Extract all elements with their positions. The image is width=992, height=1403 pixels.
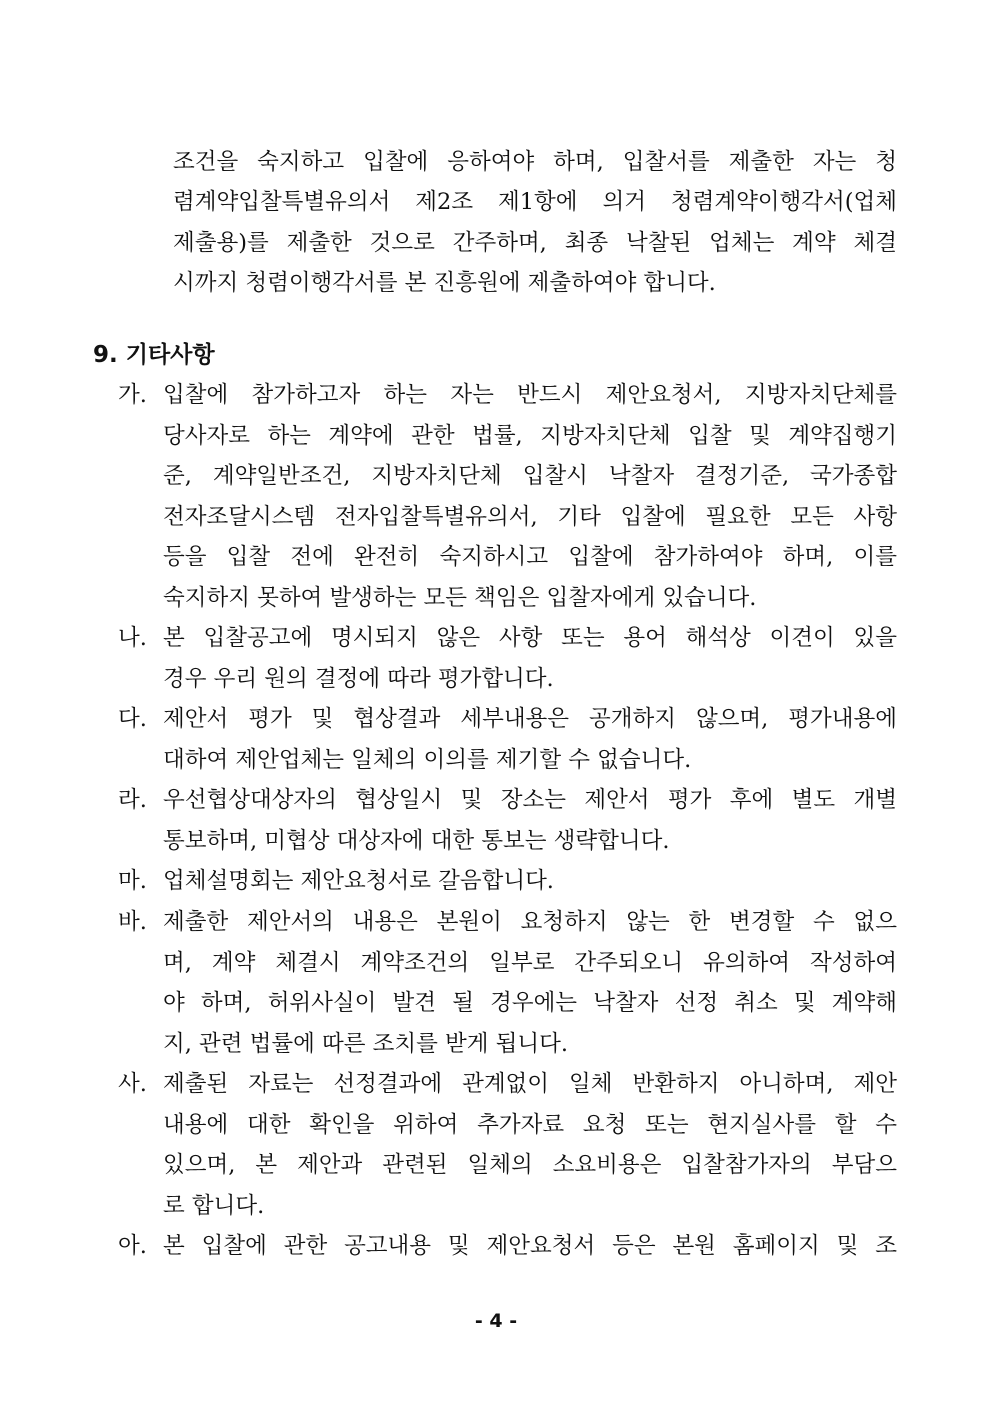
item-line: 지, 관련 법률에 따른 조치를 받게 됩니다. xyxy=(163,1030,568,1057)
item-line: 우선협상대상자의 협상일시 및 장소는 제안서 평가 후에 별도 개별 xyxy=(163,787,897,813)
list-marker: 아. xyxy=(118,1233,147,1259)
list-marker: 라. xyxy=(118,787,147,813)
item-line: 업체설명회는 제안요청서로 갈음합니다. xyxy=(163,868,554,894)
list-marker: 사. xyxy=(118,1071,147,1097)
list-item-ba xyxy=(118,907,897,1069)
section-heading: 9. 기타사항 xyxy=(93,342,215,368)
item-line: 야 하며, 허위사실이 발견 될 경우에는 낙찰자 선정 취소 및 계약해 xyxy=(163,990,897,1016)
item-line: 대하여 제안업체는 일체의 이의를 제기할 수 없습니다. xyxy=(163,746,692,773)
intro-line: 시까지 청렴이행각서를 본 진흥원에 제출하여야 합니다. xyxy=(173,270,716,296)
item-line: 제출된 자료는 선정결과에 관계없이 일체 반환하지 아니하며, 제안 xyxy=(163,1071,897,1097)
item-line: 제안서 평가 및 협상결과 세부내용은 공개하지 않으며, 평가내용에 xyxy=(163,706,897,732)
list-item-ma xyxy=(118,866,897,907)
item-line: 등을 입찰 전에 완전히 숙지하시고 입찰에 참가하여야 하며, 이를 xyxy=(163,544,897,570)
item-line: 숙지하지 못하여 발생하는 모든 책임은 입찰자에게 있습니다. xyxy=(163,584,757,611)
list-marker: 가. xyxy=(118,382,147,408)
item-line: 며, 계약 체결시 계약조건의 일부로 간주되오니 유의하여 작성하여 xyxy=(163,949,897,976)
item-line: 경우 우리 원의 결정에 따라 평가합니다. xyxy=(163,665,554,692)
item-line: 당사자로 하는 계약에 관한 법률, 지방자치단체 입찰 및 계약집행기 xyxy=(163,422,897,449)
list-item-na xyxy=(118,623,897,704)
item-line: 본 입찰에 관한 공고내용 및 제안요청서 등은 본원 홈페이지 및 조 xyxy=(163,1233,897,1259)
list-marker: 바. xyxy=(118,909,147,935)
list-item-sa xyxy=(118,1069,897,1231)
intro-line: 조건을 숙지하고 입찰에 응하여야 하며, 입찰서를 제출한 자는 청 xyxy=(173,149,897,175)
item-line: 본 입찰공고에 명시되지 않은 사항 또는 용어 해석상 이견이 있을 xyxy=(163,625,897,651)
list-item-a xyxy=(118,1231,897,1272)
item-line: 입찰에 참가하고자 하는 자는 반드시 제안요청서, 지방자치단체를 xyxy=(163,382,897,408)
item-line: 내용에 대한 확인을 위하여 추가자료 요청 또는 현지실사를 할 수 xyxy=(163,1111,897,1138)
item-line: 전자조달시스템 전자입찰특별유의서, 기타 입찰에 필요한 모든 사항 xyxy=(163,503,897,530)
item-line: 있으며, 본 제안과 관련된 일체의 소요비용은 입찰참가자의 부담으 xyxy=(163,1152,897,1178)
list-item-ga xyxy=(118,380,897,623)
list-item-da xyxy=(118,704,897,785)
intro-line: 제출용)를 제출한 것으로 간주하며, 최종 낙찰된 업체는 계약 체결 xyxy=(173,230,897,256)
item-line: 준, 계약일반조건, 지방자치단체 입찰시 낙찰자 결정기준, 국가종합 xyxy=(163,463,897,489)
list-item-ra xyxy=(118,785,897,866)
page-number: - 4 - xyxy=(474,1310,518,1332)
list-marker: 마. xyxy=(118,868,147,894)
item-line: 제출한 제안서의 내용은 본원이 요청하지 않는 한 변경할 수 없으 xyxy=(163,909,897,935)
intro-line: 렴계약입찰특별유의서 제2조 제1항에 의거 청렴계약이행각서(업체 xyxy=(173,189,897,215)
list-marker: 나. xyxy=(118,625,147,651)
item-line: 통보하며, 미협상 대상자에 대한 통보는 생략합니다. xyxy=(163,827,670,854)
list-marker: 다. xyxy=(118,706,147,732)
item-line: 로 합니다. xyxy=(163,1192,265,1219)
